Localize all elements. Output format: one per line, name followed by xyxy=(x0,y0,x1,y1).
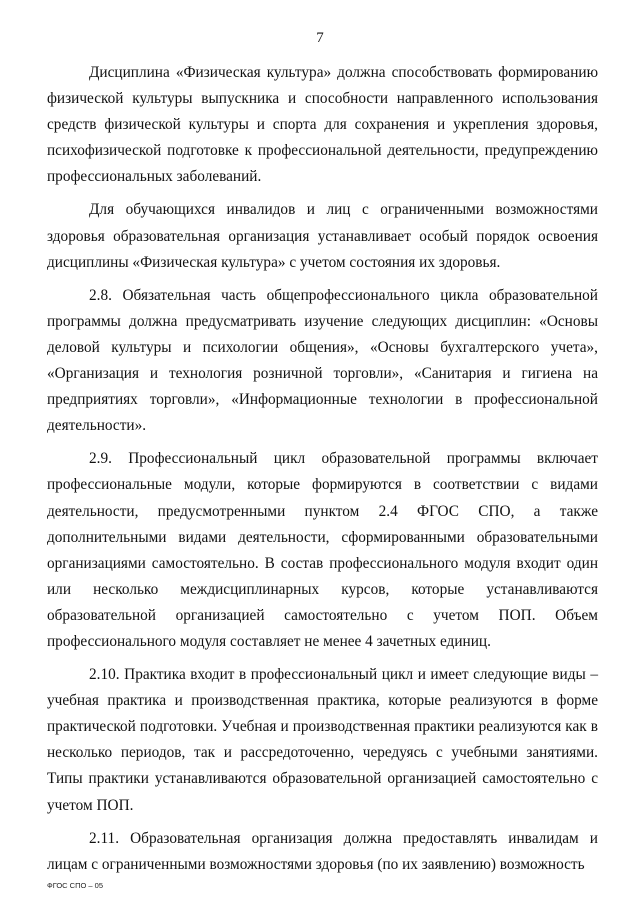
paragraph-disabled-students: Для обучающихся инвалидов и лиц с ограниченными возможностями здоровья образовательная организация устанавливает особый порядок освоения дисциплины «Физическая культура» с учетом состояния их здоровья. xyxy=(47,201,598,271)
paragraph-2-9: 2.9. Профессиональный цикл образовательной программы включает профессиональные модули, которые формируются в соответствии с видами деятельности, предусмотренными пунктом 2.4 ФГОС СПО, а также дополнительными видами деятельности, сформированными образовательными организациями самостоятельно. В состав профессионального модуля входит один или несколько междисциплинарных курсов, которые устанавливаются образовательной организацией самостоятельно с учетом ПОП. Объем профессионального модуля составляет не менее 4 зачетных единиц. xyxy=(47,450,598,650)
paragraph-2-11: 2.11. Образовательная организация должна предоставлять инвалидам и лицам с ограниченными возможностями здоровья (по их заявлению) возможность xyxy=(47,829,598,873)
page-number: 7 xyxy=(316,30,324,46)
paragraph-2-10: 2.10. Практика входит в профессиональный цикл и имеет следующие виды – учебная практика и производственная практика, которые реализуются в форме практической подготовки. Учебная и производственная практики реализуются как в несколько периодов, так и рассредоточенно, чередуясь с учебными занятиями. Типы практики устанавливаются образовательной организацией самостоятельно с учетом ПОП. xyxy=(47,666,598,814)
page-footer: ФГОС СПО – 05 xyxy=(47,881,103,890)
body-text xyxy=(47,60,598,885)
paragraph-physical-culture: Дисциплина «Физическая культура» должна способствовать формированию физической культуры выпускника и способности направленного использования средств физической культуры и спорта для сохранения и укрепления здоровья, психофизической подготовке к профессиональной деятельности, предупреждению профессиональных заболеваний. xyxy=(47,64,598,186)
paragraph-2-8: 2.8. Обязательная часть общепрофессионального цикла образовательной программы должна предусматривать изучение следующих дисциплин: «Основы деловой культуры и психологии общения», «Основы бухгалтерского учета», «Организация и технология розничной торговли», «Санитария и гигиена на предприятиях торговли», «Информационные технологии в профессиональной деятельности». xyxy=(47,286,598,435)
